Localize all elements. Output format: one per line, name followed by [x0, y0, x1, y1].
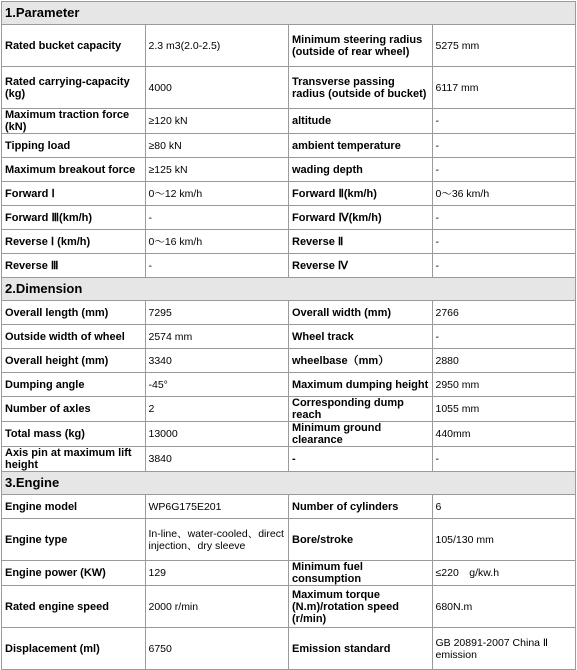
section-header	[2, 472, 576, 495]
spec-label: altitude	[289, 109, 433, 134]
spec-value: -	[432, 134, 576, 158]
spec-label: Maximum traction force (kN)	[2, 109, 146, 134]
spec-row	[2, 230, 576, 254]
spec-label: Forward Ⅱ(km/h)	[289, 182, 433, 206]
spec-label: ambient temperature	[289, 134, 433, 158]
spec-label: Reverse Ⅰ (km/h)	[2, 230, 146, 254]
spec-row	[2, 586, 576, 628]
spec-value: WP6G175E201	[145, 495, 289, 519]
spec-label: Reverse Ⅱ	[289, 230, 433, 254]
spec-value: 7295	[145, 301, 289, 325]
spec-value: 2766	[432, 301, 576, 325]
spec-label: Axis pin at maximum lift height	[2, 447, 146, 472]
spec-label: Dumping angle	[2, 373, 146, 397]
spec-value: 4000	[145, 67, 289, 109]
spec-value: -	[432, 109, 576, 134]
spec-value: 0～16 km/h	[145, 230, 289, 254]
spec-row	[2, 325, 576, 349]
spec-row	[2, 301, 576, 325]
spec-row	[2, 182, 576, 206]
spec-value: -	[145, 206, 289, 230]
spec-label: Corresponding dump reach	[289, 397, 433, 422]
spec-label: Minimum fuel consumption	[289, 561, 433, 586]
spec-value: -	[432, 447, 576, 472]
spec-row	[2, 206, 576, 230]
spec-value: -	[432, 254, 576, 278]
spec-label: Engine power (KW)	[2, 561, 146, 586]
section-title: 3.Engine	[2, 472, 576, 495]
spec-label: Overall length (mm)	[2, 301, 146, 325]
section-title: 2.Dimension	[2, 278, 576, 301]
spec-row	[2, 158, 576, 182]
spec-value: ≥80 kN	[145, 134, 289, 158]
spec-value: 2574 mm	[145, 325, 289, 349]
spec-label: Bore/stroke	[289, 519, 433, 561]
spec-row	[2, 519, 576, 561]
spec-value: ≥125 kN	[145, 158, 289, 182]
spec-row	[2, 254, 576, 278]
spec-label: Transverse passing radius (outside of bucket)	[289, 67, 433, 109]
spec-label: Overall width (mm)	[289, 301, 433, 325]
spec-value: -	[432, 230, 576, 254]
spec-label: Emission standard	[289, 628, 433, 670]
spec-label: Tipping load	[2, 134, 146, 158]
spec-value: 2950 mm	[432, 373, 576, 397]
spec-value: 5275 mm	[432, 25, 576, 67]
spec-label: Forward Ⅲ(km/h)	[2, 206, 146, 230]
spec-value: 6117 mm	[432, 67, 576, 109]
spec-label: wading depth	[289, 158, 433, 182]
spec-label: Displacement (ml)	[2, 628, 146, 670]
spec-row	[2, 495, 576, 519]
spec-value: ≥120 kN	[145, 109, 289, 134]
spec-label: Number of cylinders	[289, 495, 433, 519]
spec-value: 129	[145, 561, 289, 586]
spec-label: Forward Ⅰ	[2, 182, 146, 206]
spec-value: 2	[145, 397, 289, 422]
spec-value: 1055 mm	[432, 397, 576, 422]
spec-label: Maximum torque (N.m)/rotation speed (r/min)	[289, 586, 433, 628]
spec-label: Minimum steering radius (outside of rear wheel)	[289, 25, 433, 67]
spec-label: -	[289, 447, 433, 472]
spec-value: -45°	[145, 373, 289, 397]
spec-label: Overall height (mm)	[2, 349, 146, 373]
spec-row	[2, 628, 576, 670]
section-header	[2, 2, 576, 25]
spec-value: 6	[432, 495, 576, 519]
spec-row	[2, 134, 576, 158]
spec-value: 0～36 km/h	[432, 182, 576, 206]
spec-row	[2, 25, 576, 67]
spec-label: Maximum breakout force	[2, 158, 146, 182]
spec-value: In-line、water-cooled、direct injection、dry sleeve	[145, 519, 289, 561]
spec-value: 680N.m	[432, 586, 576, 628]
spec-value: -	[145, 254, 289, 278]
spec-value: -	[432, 206, 576, 230]
spec-value: ≤220 g/kw.h	[432, 561, 576, 586]
spec-value: 13000	[145, 422, 289, 447]
spec-value: GB 20891-2007 China Ⅱ emission	[432, 628, 576, 670]
spec-value: 6750	[145, 628, 289, 670]
spec-row	[2, 422, 576, 447]
spec-label: Rated carrying-capacity (kg)	[2, 67, 146, 109]
spec-row	[2, 373, 576, 397]
spec-value: 3840	[145, 447, 289, 472]
spec-value: 440mm	[432, 422, 576, 447]
spec-label: Engine model	[2, 495, 146, 519]
spec-label: Number of axles	[2, 397, 146, 422]
spec-label: Outside width of wheel	[2, 325, 146, 349]
spec-label: Maximum dumping height	[289, 373, 433, 397]
spec-row	[2, 349, 576, 373]
spec-label: Reverse Ⅳ	[289, 254, 433, 278]
spec-value: 0～12 km/h	[145, 182, 289, 206]
spec-label: Minimum ground clearance	[289, 422, 433, 447]
spec-value: 2.3 m3(2.0-2.5)	[145, 25, 289, 67]
spec-label: Reverse Ⅲ	[2, 254, 146, 278]
spec-value: -	[432, 158, 576, 182]
spec-label: Forward Ⅳ(km/h)	[289, 206, 433, 230]
spec-row	[2, 397, 576, 422]
spec-table	[1, 1, 576, 670]
spec-label: Wheel track	[289, 325, 433, 349]
spec-label: Total mass (kg)	[2, 422, 146, 447]
spec-label: Rated engine speed	[2, 586, 146, 628]
spec-label: Engine type	[2, 519, 146, 561]
spec-value: 105/130 mm	[432, 519, 576, 561]
spec-row	[2, 561, 576, 586]
section-title: 1.Parameter	[2, 2, 576, 25]
spec-label: wheelbase（mm）	[289, 349, 433, 373]
spec-row	[2, 447, 576, 472]
spec-value: 2880	[432, 349, 576, 373]
spec-value: 3340	[145, 349, 289, 373]
spec-sheet	[1, 1, 576, 661]
spec-value: -	[432, 325, 576, 349]
spec-label: Rated bucket capacity	[2, 25, 146, 67]
spec-value: 2000 r/min	[145, 586, 289, 628]
section-header	[2, 278, 576, 301]
spec-row	[2, 67, 576, 109]
spec-row	[2, 109, 576, 134]
